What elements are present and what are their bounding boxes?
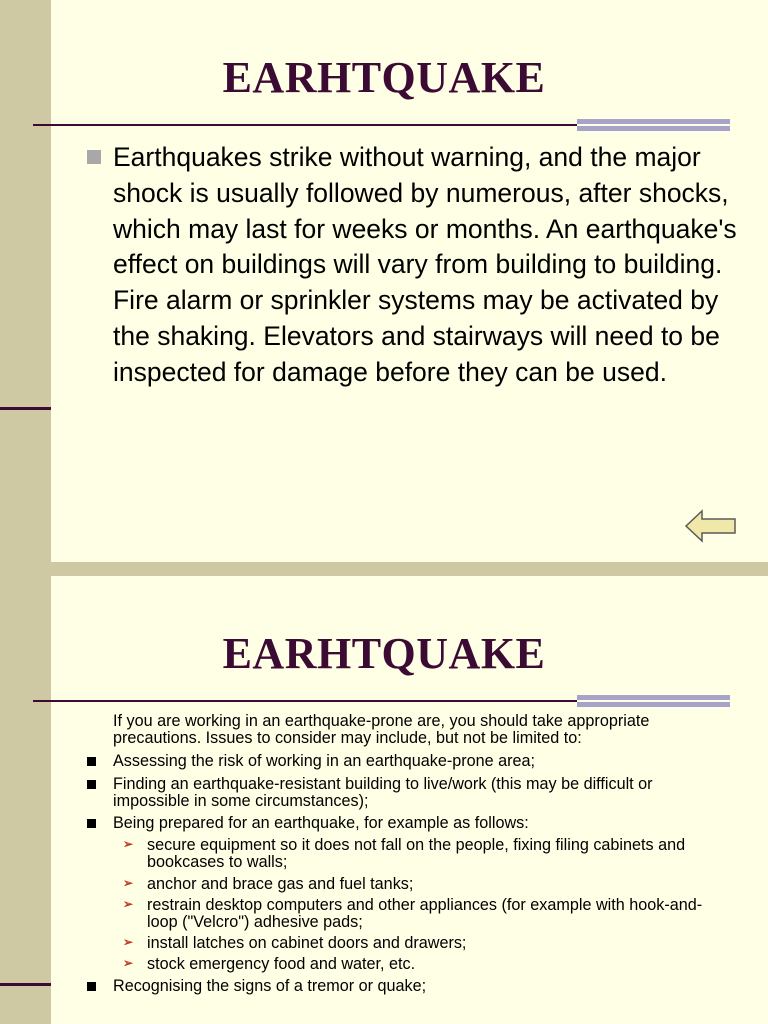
square-bullet-icon bbox=[87, 780, 96, 789]
sub-list-item-text: anchor and brace gas and fuel tanks; bbox=[147, 874, 414, 893]
square-bullet-icon bbox=[87, 819, 96, 828]
sub-list-item bbox=[85, 837, 725, 871]
sub-list-item-text: secure equipment so it does not fall on the people, fixing filing cabinets and bookcases to walls; bbox=[147, 836, 686, 872]
title-rule-accent bbox=[577, 119, 730, 132]
title-rule-accent bbox=[577, 695, 730, 708]
body-paragraph: Earthquakes strike without warning, and the major shock is usually followed by numerous, after shocks, which may last for weeks or months. An earthquake's effect on buildings will vary from building to building. Fire alarm or sprinkler systems may be activated by the shaking. Elevators and stairways will need to be inspected for damage before they can be used. bbox=[113, 142, 737, 387]
sub-list-item bbox=[85, 897, 725, 931]
sub-list-item bbox=[85, 935, 725, 952]
sub-list-item-text: install latches on cabinet doors and drawers; bbox=[147, 934, 467, 953]
square-bullet-icon bbox=[87, 150, 101, 164]
square-bullet-icon bbox=[87, 982, 96, 991]
chevron-bullet-icon: ➢ bbox=[123, 896, 134, 911]
slide-left-tick bbox=[0, 983, 51, 986]
intro-text: If you are working in an earthquake-prone are, you should take appropriate precautions. Issues to consider may include, but not be limited to: bbox=[113, 712, 650, 748]
list-item bbox=[85, 815, 725, 832]
list-item bbox=[85, 978, 725, 995]
list-item-text: Assessing the risk of working in an earthquake-prone area; bbox=[113, 752, 536, 771]
slide-title: EARHTQUAKE bbox=[222, 53, 546, 102]
chevron-bullet-icon: ➢ bbox=[123, 837, 134, 852]
chevron-bullet-icon: ➢ bbox=[123, 956, 134, 971]
slide-2 bbox=[0, 576, 768, 1024]
chevron-bullet-icon: ➢ bbox=[123, 875, 134, 890]
slide-left-tick bbox=[0, 407, 51, 410]
square-bullet-icon bbox=[87, 757, 96, 766]
slide-title: EARHTQUAKE bbox=[222, 629, 546, 678]
list-item-text: Recognising the signs of a tremor or quake; bbox=[113, 976, 427, 995]
sub-list-item-text: stock emergency food and water, etc. bbox=[147, 955, 416, 974]
list-item-text: Finding an earthquake-resistant building to live/work (this may be difficult or impossible in some circumstances); bbox=[113, 774, 653, 810]
sub-list-item bbox=[85, 876, 725, 893]
back-arrow-icon[interactable] bbox=[685, 509, 737, 543]
list-item-text: Being prepared for an earthquake, for example as follows: bbox=[113, 814, 529, 833]
sub-list-item-text: restrain desktop computers and other appliances (for example with hook-and-loop ("Velcro") adhesive pads; bbox=[147, 895, 703, 932]
precaution-list bbox=[85, 713, 725, 1000]
sub-list-item bbox=[85, 956, 725, 973]
chevron-bullet-icon: ➢ bbox=[123, 935, 134, 950]
list-item bbox=[85, 776, 725, 810]
list-item bbox=[85, 753, 725, 770]
